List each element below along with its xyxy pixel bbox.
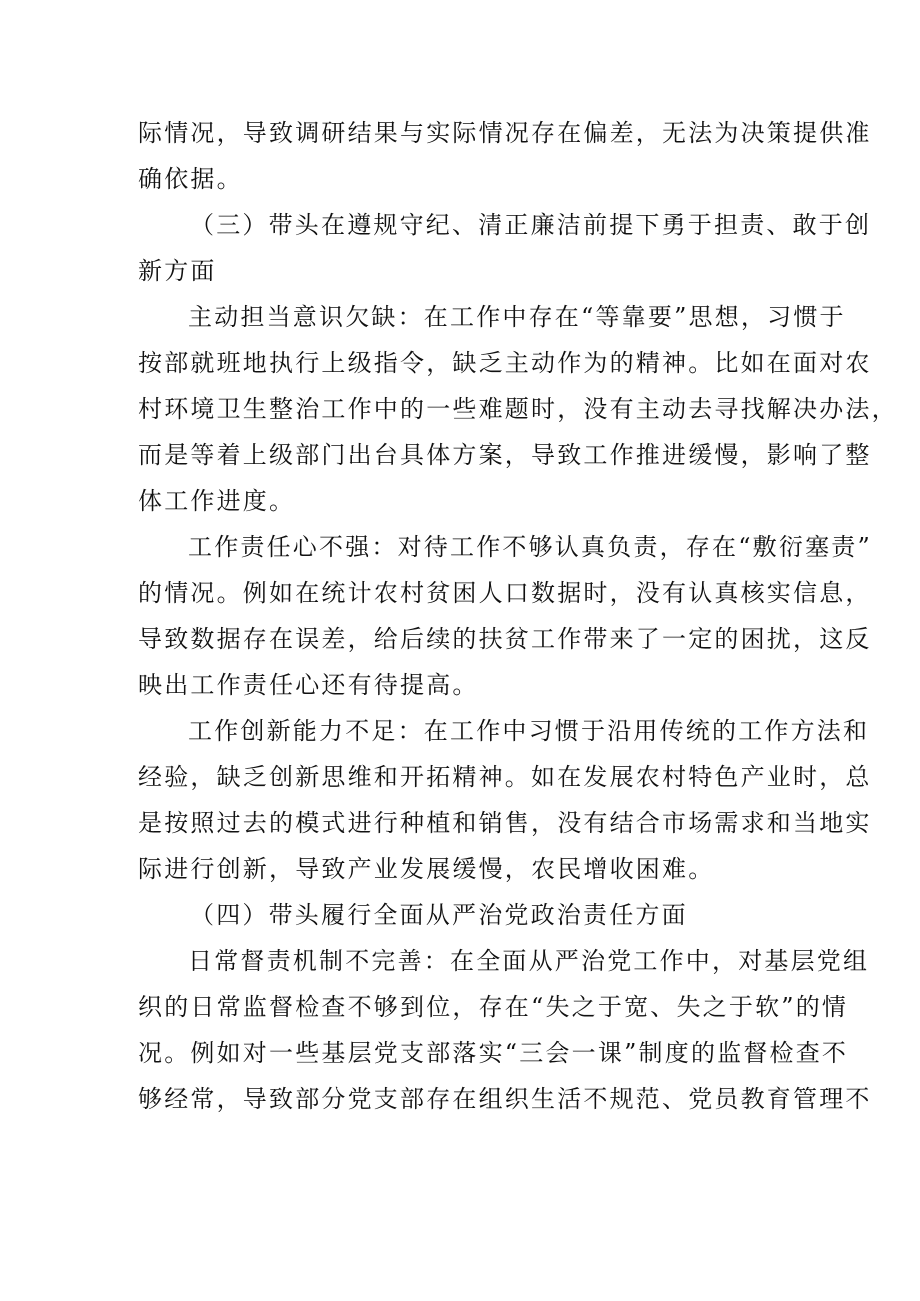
text-line: 按部就班地执行上级指令，缺乏主动作为的精神。比如在面对农	[138, 349, 872, 377]
text-line: 映出工作责任心还有待提高。	[138, 671, 479, 699]
text-line: 够经常，导致部分党支部存在组织生活不规范、党员教育管理不	[138, 1085, 872, 1113]
text-line: 确依据。	[138, 165, 243, 193]
text-line: 际进行创新，导致产业发展缓慢，农民增收困难。	[138, 855, 715, 883]
section-heading-3: （三）带头在遵规守纪、清正廉洁前提下勇于担责、敢于创	[190, 211, 872, 239]
section-heading-3-continued: 新方面	[138, 257, 217, 285]
text-line: 主动担当意识欠缺：在工作中存在“等靠要”思想，习惯于	[188, 303, 846, 331]
text-line: 的情况。例如在统计农村贫困人口数据时，没有认真核实信息，	[138, 579, 872, 607]
text-line: 而是等着上级部门出台具体方案，导致工作推进缓慢，影响了整	[138, 441, 872, 469]
text-line: 日常督责机制不完善：在全面从严治党工作中，对基层党组	[188, 947, 870, 975]
text-line: 际情况，导致调研结果与实际情况存在偏差，无法为决策提供准	[138, 119, 872, 147]
text-line: 是按照过去的模式进行种植和销售，没有结合市场需求和当地实	[138, 809, 872, 837]
text-line: 况。例如对一些基层党支部落实“三会一课”制度的监督检查不	[138, 1039, 849, 1067]
text-line: 村环境卫生整治工作中的一些难题时，没有主动去寻找解决办法，	[138, 395, 898, 423]
section-heading-4: （四）带头履行全面从严治党政治责任方面	[190, 901, 688, 929]
text-line: 工作责任心不强：对待工作不够认真负责，存在“敷衍塞责”	[188, 533, 872, 561]
text-line: 工作创新能力不足：在工作中习惯于沿用传统的工作方法和	[188, 717, 870, 745]
text-line: 体工作进度。	[138, 487, 296, 515]
text-line: 经验，缺乏创新思维和开拓精神。如在发展农村特色产业时，总	[138, 763, 872, 791]
text-line: 导致数据存在误差，给后续的扶贫工作带来了一定的困扰，这反	[138, 625, 872, 653]
text-line: 织的日常监督检查不够到位，存在“失之于宽、失之于软”的情	[138, 993, 849, 1021]
